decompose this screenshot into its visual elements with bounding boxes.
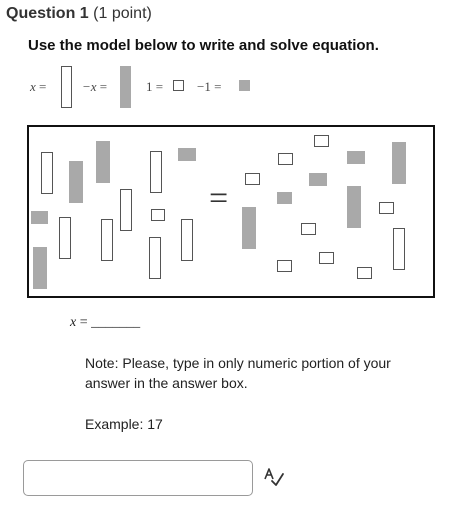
legend-positive-x-tile xyxy=(61,66,72,108)
one-tile xyxy=(245,173,260,185)
answer-input[interactable] xyxy=(23,460,253,496)
answer-prompt: x = _______ xyxy=(70,315,141,330)
neg-x-tile xyxy=(242,207,256,249)
legend-negative-x-tile xyxy=(120,66,131,108)
neg-x-tile xyxy=(96,141,110,183)
neg-x-tile xyxy=(347,186,361,228)
x-tile xyxy=(101,219,113,261)
neg-x-tile xyxy=(392,142,406,184)
model-legend xyxy=(30,64,270,110)
spellcheck-icon[interactable] xyxy=(262,466,286,488)
one-tile xyxy=(314,135,329,147)
note-text: Note: Please, type in only numeric portion of your answer in the answer box. xyxy=(85,355,391,391)
algebra-tile-model xyxy=(27,125,435,298)
one-tile xyxy=(151,209,165,221)
legend-neg-one-label: −1 = xyxy=(197,79,222,94)
equals-sign: = xyxy=(209,180,229,217)
legend-positive-one-tile xyxy=(173,80,184,91)
question-title: Question 1 xyxy=(6,5,89,22)
one-tile xyxy=(278,153,293,165)
question-header xyxy=(6,5,152,23)
x-tile xyxy=(59,217,71,259)
question-points: (1 point) xyxy=(93,5,152,22)
x-tile xyxy=(150,151,162,193)
neg-one-tile xyxy=(347,151,365,164)
neg-one-tile xyxy=(31,211,48,224)
neg-x-tile xyxy=(69,161,83,203)
legend-negative-one-tile xyxy=(239,80,250,91)
neg-one-tile xyxy=(178,148,196,161)
x-tile xyxy=(149,237,161,279)
neg-x-tile xyxy=(33,247,47,289)
legend-neg-x-label: −x = xyxy=(82,79,108,94)
one-tile xyxy=(301,223,316,235)
neg-one-tile xyxy=(309,173,327,186)
x-tile xyxy=(120,189,132,231)
one-tile xyxy=(319,252,334,264)
example-text: Example: 17 xyxy=(85,416,163,432)
neg-one-tile xyxy=(277,192,292,204)
x-tile xyxy=(41,152,53,194)
one-tile xyxy=(379,202,394,214)
x-tile xyxy=(393,228,405,270)
one-tile xyxy=(277,260,292,272)
question-instruction: Use the model below to write and solve equation. xyxy=(28,37,379,54)
legend-one-label: 1 = xyxy=(146,79,164,94)
x-tile xyxy=(181,219,193,261)
legend-x-label: x = xyxy=(30,79,47,94)
one-tile xyxy=(357,267,372,279)
